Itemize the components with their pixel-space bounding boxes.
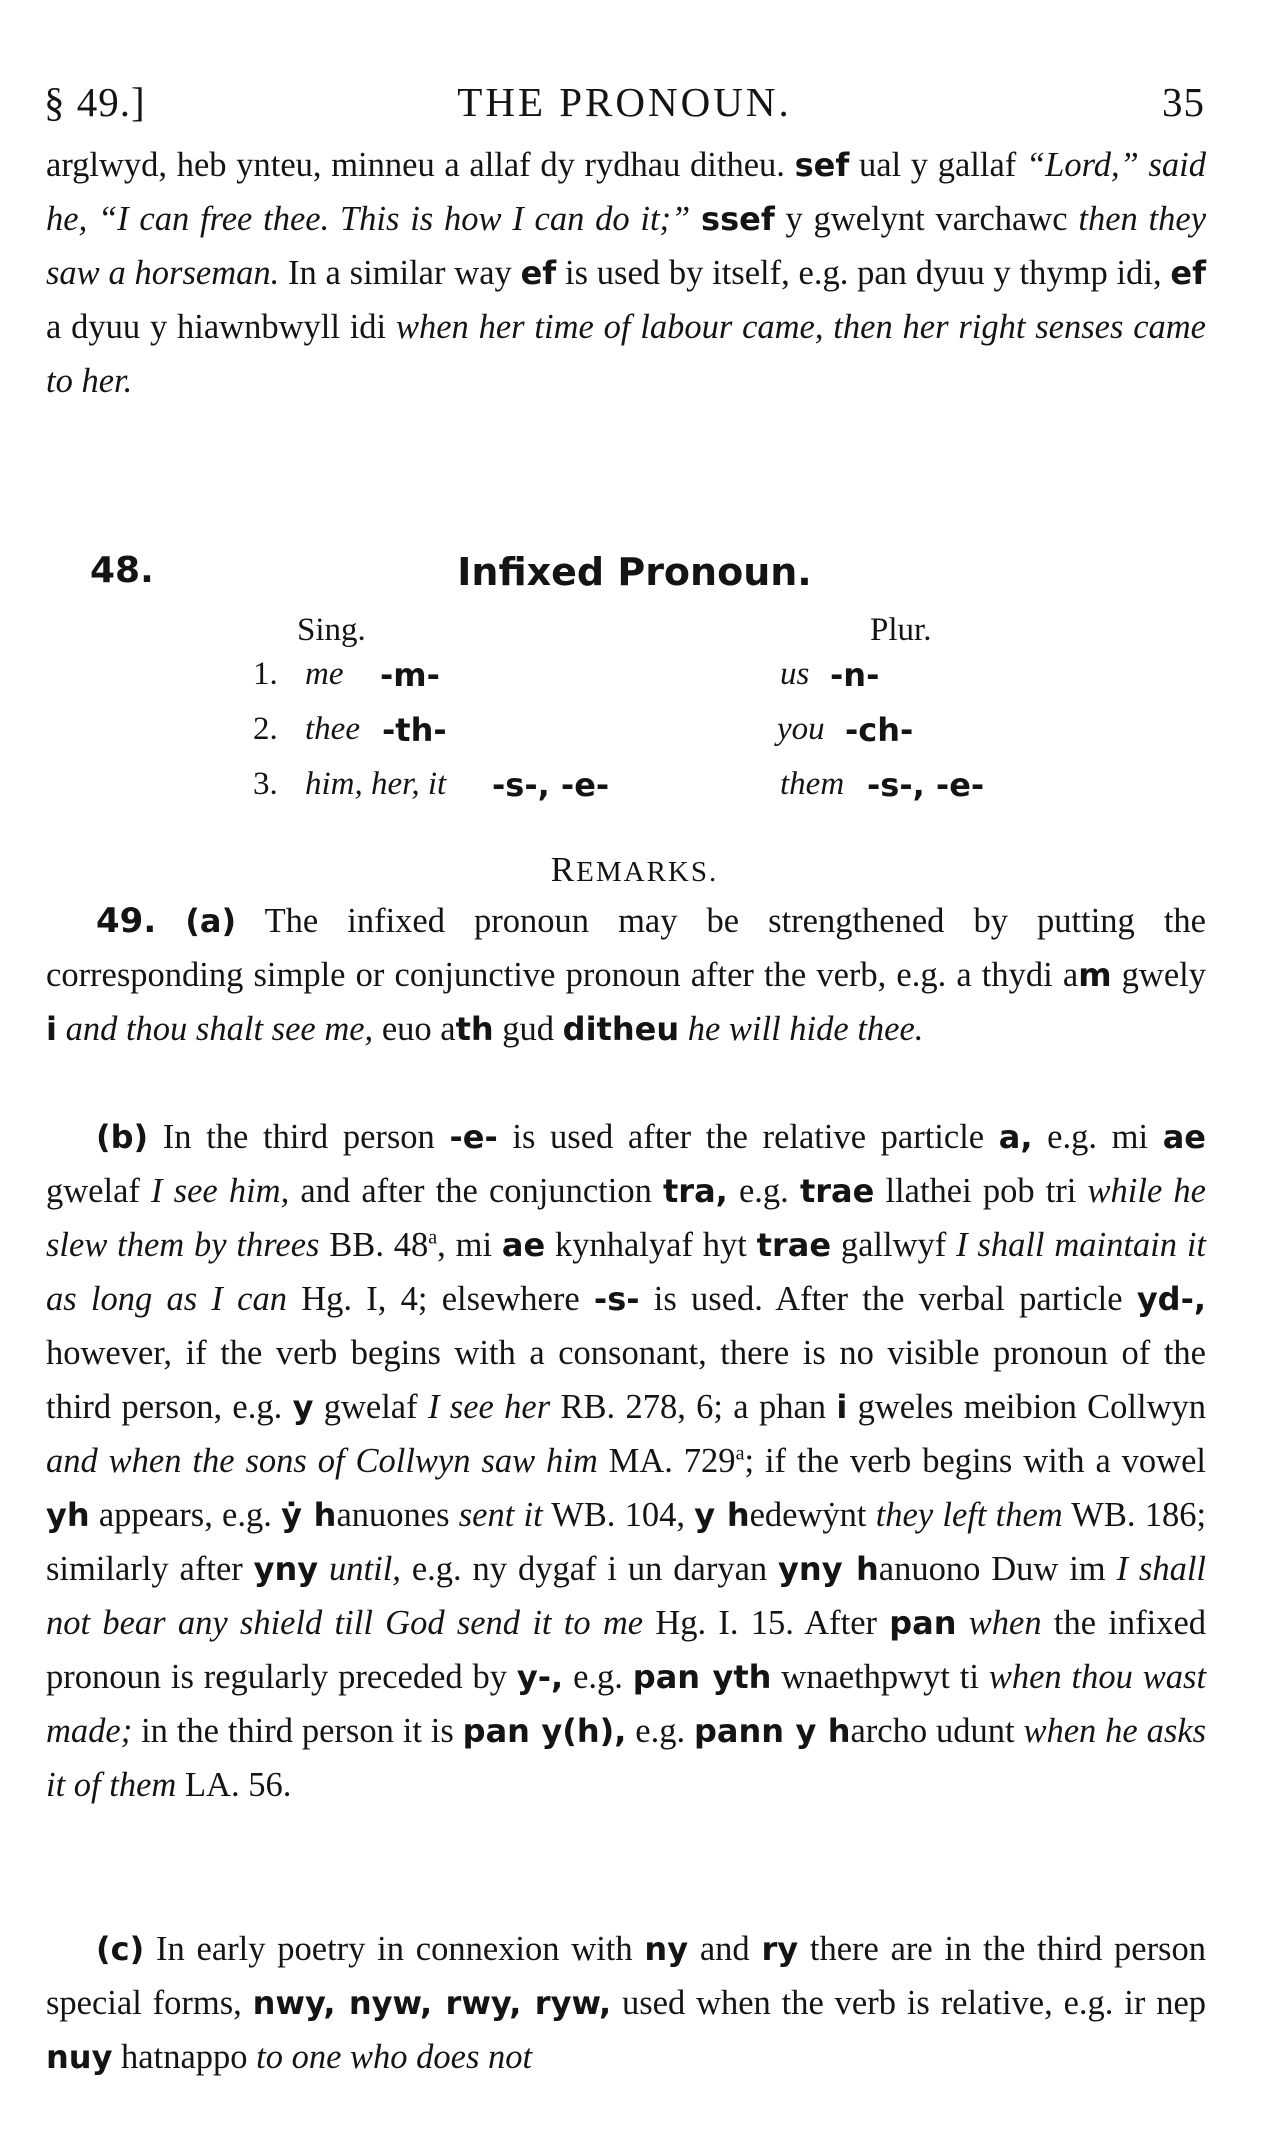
remark-a: 49. (a) The infixed pronoun may be strengthened by putting the corresponding simple or conjunctive pronoun after the verb, e.g. a thydi am gwely i and thou shalt see me, euo ath gud ditheu he will hide thee. — [46, 901, 1206, 1048]
section-48-heading — [0, 550, 1269, 610]
running-title: THE PRONOUN. — [457, 79, 792, 125]
remark-c: (c) In early poetry in connexion with ny and ry there are in the third person special forms, nwy, nyw, rwy, ryw, used when the verb is relative, e.g. ir nep nuy hatnappo to one who does not — [46, 1930, 1207, 2076]
section-title: Infixed Pronoun. — [457, 550, 812, 594]
paradigm-row: 2. thee -th- you -ch- — [253, 711, 914, 749]
remarks-heading: REMARKS. — [550, 850, 719, 889]
paradigm-row: 3. him, her, it -s-, -e- them -s-, -e- — [253, 766, 985, 804]
pronoun-paradigm-table — [0, 612, 1269, 812]
column-header-singular: Sing. — [297, 612, 366, 648]
column-header-plural: Plur. — [870, 612, 932, 648]
section-marker: § 49.] — [44, 79, 146, 125]
remark-b: (b) In the third person -e- is used after the relative particle a, e.g. mi ae gwelaf I see him, and after the conjunction tra, e.g. trae llathei pob tri while he slew them by threes BB. 48$^a$, mi ae kynhalyaf hyt trae gallwyf I shall maintain it as long as I can Hg. I, 4; elsewhere -s- is used. After the verbal particle yd-, however, if the verb begins with a consonant, there is no visible pronoun of the third person, e.g. y gwelaf I see her RB. 278, 6; a phan i gweles meibion Collwyn and when the sons of Collwyn saw him MA. 729$^a$; if the verb begins with a vowel yh appears, e.g. ẏ hanuones sent it WB. 104, y hedewẏnt they left them WB. 186; similarly after yny until, e.g. ny dygaf i un daryan yny hanuono Duw im I shall not bear any shield till God send it to me Hg. I. 15. After pan when the infixed pronoun is regularly preceded by y-, e.g. pan yth wnaethpwyt ti when thou wast made; in the third person it is pan y(h), e.g. pann y harcho udunt when he asks it of them LA. 56. — [46, 1118, 1207, 1804]
paradigm-row: 1. me -m- us -n- — [253, 656, 880, 694]
page-number: 35 — [1162, 79, 1205, 125]
section-number: 48. — [90, 550, 154, 591]
running-head — [44, 78, 1205, 128]
paragraph-continued: arglwyd, heb ynteu, minneu a allaf dy rydhau ditheu. sef ual y gallaf “Lord,” said he, “I can free thee. This is how I can do it;” ssef y gwelynt varchawc then they saw a horseman. In a similar way ef is used by itself, e.g. pan dyuu y thymp idi, ef a dyuu y hiawnbwyll idi when her time of labour came, then her right senses came to her. — [46, 146, 1207, 400]
